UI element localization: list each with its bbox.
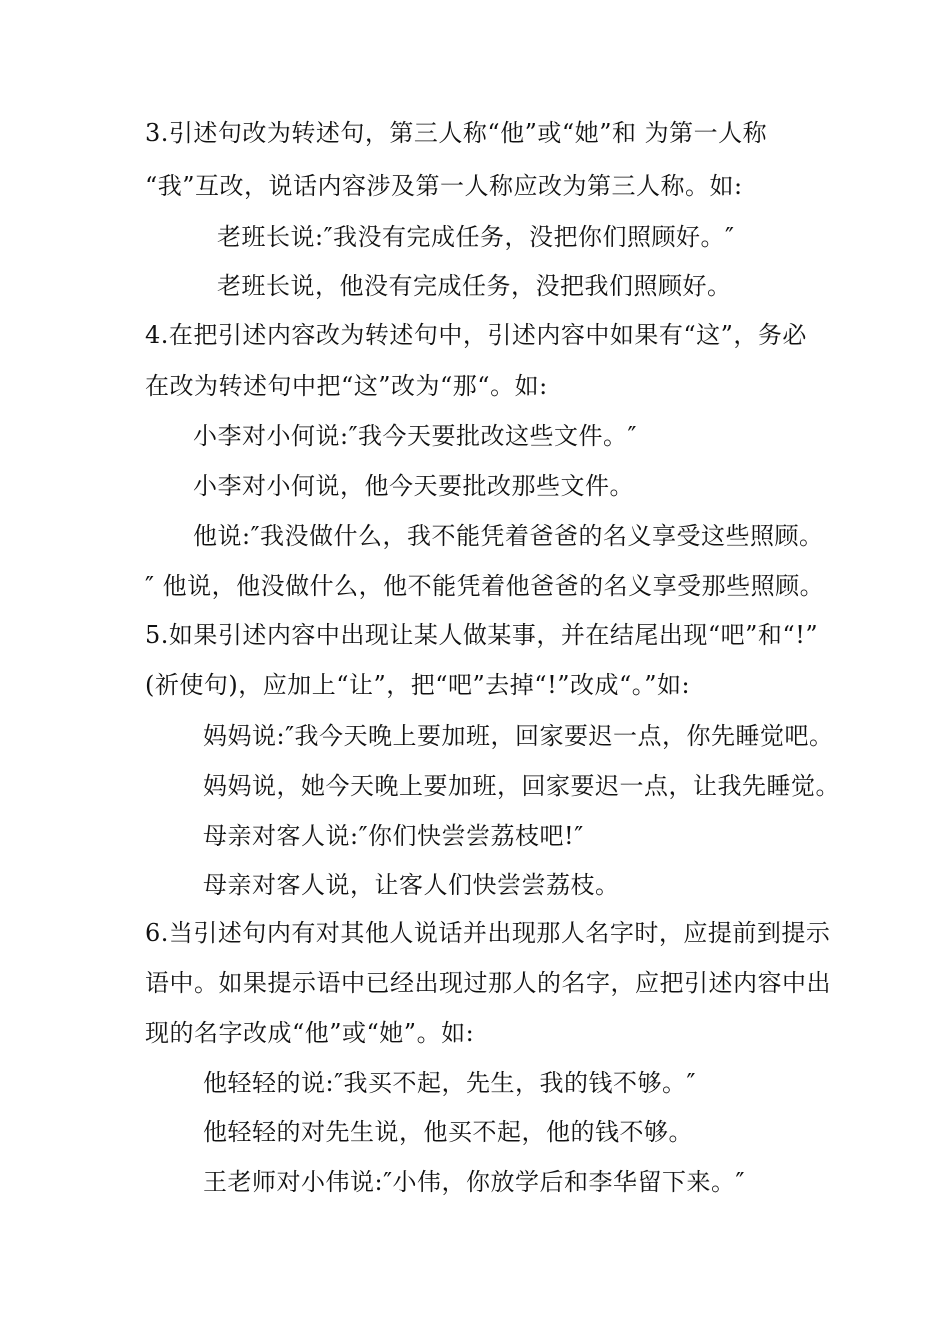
rule-5-line-1: 5.如果引述内容中出现让某人做某事，并在结尾出现“吧”和“!”: [145, 621, 819, 649]
rule-4-line-1: 4.在把引述内容改为转述句中，引述内容中如果有“这”，务必: [145, 321, 807, 349]
rule-3-line-2: “我”互改，说话内容涉及第一人称应改为第三人称。如:: [145, 172, 743, 200]
example-quote-line: 他说:″我没做什么，我不能凭着爸爸的名义享受这些照顾。: [193, 522, 824, 550]
example-quote-line: 他轻轻的说:″我买不起，先生，我的钱不够。″: [203, 1069, 697, 1097]
example-reported-line: 他轻轻的对先生说，他买不起，他的钱不够。: [203, 1118, 693, 1146]
example-quote-line: 小李对小何说:″我今天要批改这些文件。″: [193, 422, 638, 450]
rule-5-line-2: (祈使句)，应加上“让”，把“吧”去掉“!”改成“。”如:: [145, 671, 691, 699]
example-reported-line: 母亲对客人说，让客人们快尝尝荔枝。: [203, 871, 620, 899]
example-quote-line: 王老师对小伟说:″小伟，你放学后和李华留下来。″: [203, 1168, 746, 1196]
example-reported-line: 老班长说，他没有完成任务，没把我们照顾好。: [217, 272, 732, 300]
rule-6-line-2: 语中。如果提示语中已经出现过那人的名字，应把引述内容中出: [145, 969, 831, 997]
rule-6-line-3: 现的名字改成“他”或“她”。如:: [145, 1019, 475, 1047]
example-reported-line: 妈妈说，她今天晚上要加班，回家要迟一点，让我先睡觉。: [203, 772, 840, 800]
rule-6-line-1: 6.当引述句内有对其他人说话并出现那人名字时，应提前到提示: [145, 919, 831, 947]
rule-3-line-1: 3.引述句改为转述句，第三人称“他”或“她”和 为第一人称: [145, 119, 768, 147]
example-quote-line: 老班长说:″我没有完成任务，没把你们照顾好。″: [217, 223, 735, 251]
rule-4-line-2: 在改为转述句中把“这”改为“那“。如:: [145, 372, 548, 400]
example-reported-line: 小李对小何说，他今天要批改那些文件。: [193, 472, 634, 500]
example-reported-line: ″ 他说，他没做什么，他不能凭着他爸爸的名义享受那些照顾。: [145, 572, 825, 600]
example-quote-line: 妈妈说:″我今天晚上要加班，回家要迟一点，你先睡觉吧。: [203, 722, 834, 750]
example-quote-line: 母亲对客人说:″你们快尝尝荔枝吧!″: [203, 822, 584, 850]
